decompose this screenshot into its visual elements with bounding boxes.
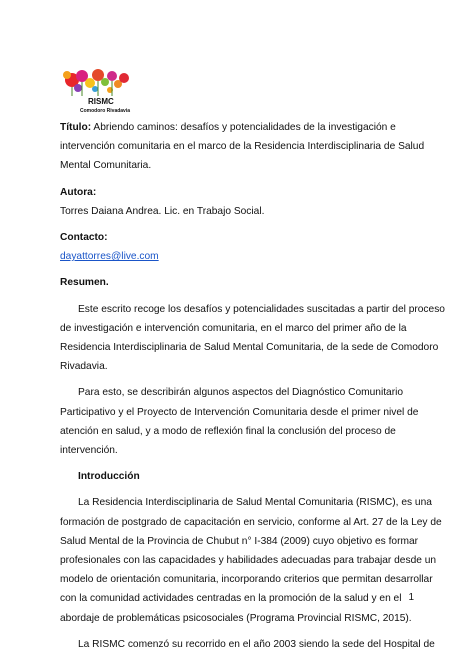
document-body [60,118,445,654]
contact-label: Contacto: [60,232,108,244]
title-line-2: intervención comunitaria en el marco de la Residencia Interdisciplinaria de Salud [60,141,425,153]
abstract-paragraph-1: Este escrito recoge los desafíos y potencialidades suscitadas a partir del proceso de investigación e intervención comunitaria, en el marco del primer año de la Residencia Interdisciplinaria de Salud Mental Comunitaria, de la sede de Comodoro Rivadavia. [60,303,445,373]
title-line-1: Abriendo caminos: desafíos y potencialidades de la investigación e [93,122,396,133]
logo-text: RISMC [88,97,114,106]
introduction-paragraph-1: La Residencia Interdisciplinaria de Salud Mental Comunitaria (RISMC), es una formación de postgrado de capacitación en servicio, conforme al Art. 27 de la Ley de Salud Mental de la Provincia de Chubut n° I-384 (2009) cuyo objetivo es formar profesionales con las capacidades y habilidades adecuadas para trabajar desde un modelo de orientación comunitaria, incorporando criterios que permitan desarrollar con la comunidad actividades centradas en la promoción de la salud y en el abordaje de problemáticas psicosociales (Programa Provincial RISMC, 2015). [60,497,442,624]
author-label: Autora: [60,186,97,198]
title-label: Título: [60,122,92,133]
title-line-3: Mental Comunitaria. [60,160,152,172]
introduction-heading: Introducción [78,471,140,483]
title-paragraph [60,118,425,176]
abstract-paragraph-2: Para esto, se describirán algunos aspectos del Diagnóstico Comunitario Participativo y el Proyecto de Intervención Comunitaria desde el primer nivel de atención en salud, y a modo de reflexión final la conclusión del proceso de intervención. [60,387,419,457]
flowers-graphic [63,69,129,96]
rismc-logo [58,66,142,114]
author-value: Torres Daiana Andrea. Lic. en Trabajo Social. [60,205,265,217]
introduction-paragraph-2: La RISMC comenzó su recorrido en el año 2003 siendo la sede del Hospital de [78,638,435,650]
abstract-heading: Resumen. [60,277,109,289]
page-number: 1 [408,592,414,603]
email-link[interactable]: dayattorres@live.com [60,251,159,263]
logo-subtext: Comodoro Rivadavia [80,108,131,114]
